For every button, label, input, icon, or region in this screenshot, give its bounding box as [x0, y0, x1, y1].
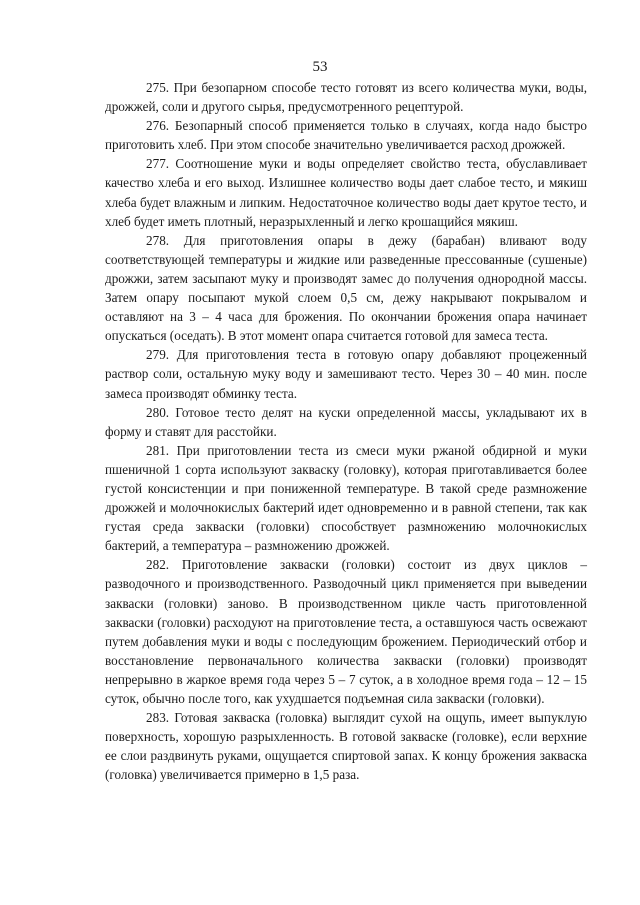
- paragraph-275: 275. При безопарном способе тесто готовят из всего количества муки, воды, дрожжей, соли и другого сырья, предусмотренного рецептурой.: [105, 80, 587, 115]
- paragraph-277: 277. Соотношение муки и воды определяет свойство теста, обуславливает качество хлеба и его выход. Излишнее количество воды дает слабое тесто, и мякиш хлеба будет влажным и липким. Недостаточное количество воды дает крутое тесто, и хлеб будет иметь плотный, неразрыхленный и легко крошащийся мякиш.: [105, 156, 587, 229]
- paragraph-278: 278. Для приготовления опары в дежу (барабан) вливают воду соответствующей температуры и жидкие или разведенные прессованные (сушеные) дрожжи, затем засыпают муку и производят замес до получения однородной массы. Затем опару посыпают мукой слоем 0,5 см, дежу накрывают покрывалом и оставляют на 3 – 4 часа для брожения. По окончании брожения опара начинает опускаться (оседать). В этот момент опара считается готовой для замеса теста.: [105, 232, 587, 344]
- paragraph-283: 283. Готовая закваска (головка) выглядит сухой на ощупь, имеет выпуклую поверхность, хорошую разрыхленность. В готовой закваске (головке), если верхние ее слои раздвинуть руками, ощущается спиртовой запах. К концу брожения закваска (головка) увеличивается примерно в 1,5 раза.: [105, 710, 587, 783]
- paragraph-281: 281. При приготовлении теста из смеси муки ржаной обдирной и муки пшеничной 1 сорта используют закваску (головку), которая приготавливается более густой консистенции и при пониженной температуре. В такой среде размножение дрожжей и молочнокислых бактерий идет одновременно и в равной степени, так как густая среда закваски (головки) способствует размножению молочнокислых бактерий, а температура – размножению дрожжей.: [105, 442, 587, 554]
- paragraph-280: 280. Готовое тесто делят на куски определенной массы, укладывают их в форму и ставят для расстойки.: [105, 404, 587, 439]
- paragraph-279: 279. Для приготовления теста в готовую опару добавляют процеженный раствор соли, остальную муку воду и замешивают тесто. Через 30 – 40 мин. после замеса производят обминку теста.: [105, 347, 587, 401]
- body-text: [105, 78, 587, 784]
- page-number: 53: [312, 59, 328, 75]
- paragraph-282: 282. Приготовление закваски (головки) состоит из двух циклов – разводочного и производственного. Разводочный цикл применяется при выведении закваски (головки) заново. В производственном цикле часть приготовленной закваски (головки) расходуют на приготовление теста, а оставшуюся часть освежают путем добавления муки и воды с последующим брожением. Периодический отбор и восстановление первоначального количества закваски (головки) производят непрерывно в жаркое время года через 5 – 7 суток, а в холодное время года – 12 – 15 суток, обычно после того, как ухудшается подъемная сила закваски (головки).: [105, 557, 587, 706]
- paragraph-276: 276. Безопарный способ применяется только в случаях, когда надо быстро приготовить хлеб. При этом способе значительно увеличивается расход дрожжей.: [105, 118, 587, 153]
